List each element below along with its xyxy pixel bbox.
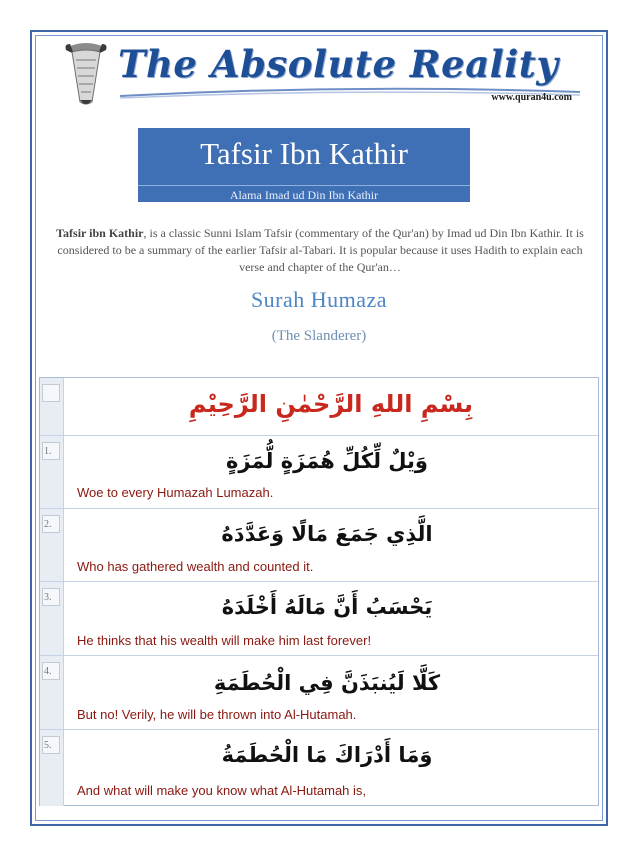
- verse-row: [40, 656, 598, 730]
- site-title: The Absolute Reality: [118, 42, 559, 86]
- row-number-cell: [40, 378, 64, 435]
- verse-translation: Who has gathered wealth and counted it.: [77, 559, 314, 574]
- surah-subtitle: (The Slanderer): [271, 328, 367, 344]
- verse-number: 5.: [42, 736, 60, 754]
- verse-number: 2.: [42, 515, 60, 533]
- verse-row: [40, 582, 598, 656]
- row-number-cell: [40, 582, 64, 655]
- verse-arabic: كَلَّا لَيُنبَذَنَّ فِي الْحُطَمَةِ: [213, 671, 441, 695]
- verse-translation: Woe to every Humazah Lumazah.: [77, 485, 274, 500]
- verse-translation: But no! Verily, he will be thrown into Al-Hutamah.: [77, 707, 357, 722]
- verse-row: [40, 436, 598, 509]
- row-number-cell: [40, 656, 64, 729]
- book-title: Tafsir Ibn Kathir: [200, 136, 408, 171]
- book-author: Alama Imad ud Din Ibn Kathir: [229, 188, 379, 202]
- row-number-box: [42, 384, 60, 402]
- intro-bold: Tafsir ibn Kathir: [56, 226, 144, 240]
- row-number-cell: [40, 730, 64, 806]
- verse-number: 4.: [42, 662, 60, 680]
- verse-arabic: وَيْلٌ لِّكُلِّ هُمَزَةٍ لُّمَزَةٍ: [226, 449, 428, 473]
- verse-table: [39, 377, 599, 806]
- verse-number: 1.: [42, 442, 60, 460]
- surah-name: Surah Humaza: [250, 287, 388, 312]
- row-number-cell: [40, 509, 64, 581]
- verse-row: [40, 730, 598, 806]
- basmala-text: بِسْمِ اللهِ الرَّحْمٰنِ الرَّحِيْمِ: [188, 390, 474, 418]
- scroll-logo-icon: [60, 40, 112, 108]
- verse-arabic: الَّذِي جَمَعَ مَالًا وَعَدَّدَهُ: [221, 522, 433, 546]
- title-box: [138, 128, 470, 202]
- verse-arabic: يَحْسَبُ أَنَّ مَالَهُ أَخْلَدَهُ: [221, 595, 433, 619]
- verse-translation: And what will make you know what Al-Hutamah is,: [77, 783, 367, 798]
- verse-row: [40, 509, 598, 582]
- basmala-row: [40, 378, 598, 436]
- title-divider: [138, 185, 470, 186]
- verse-number: 3.: [42, 588, 60, 606]
- header-banner: [60, 40, 580, 110]
- verse-arabic: وَمَا أَدْرَاكَ مَا الْحُطَمَةُ: [221, 743, 433, 767]
- verse-translation: He thinks that his wealth will make him last forever!: [77, 633, 372, 648]
- row-number-cell: [40, 436, 64, 508]
- intro-paragraph: [56, 225, 584, 276]
- intro-text: , is a classic Sunni Islam Tafsir (commentary of the Qur'an) by Imad ud Din Ibn Kathir. It is considered to be a summary of the earlier Tafsir al-Tabari. It is popular because it uses Hadith to explain each verse and chapter of the Qur'an…: [57, 226, 584, 274]
- site-url: www.quran4u.com: [491, 92, 572, 103]
